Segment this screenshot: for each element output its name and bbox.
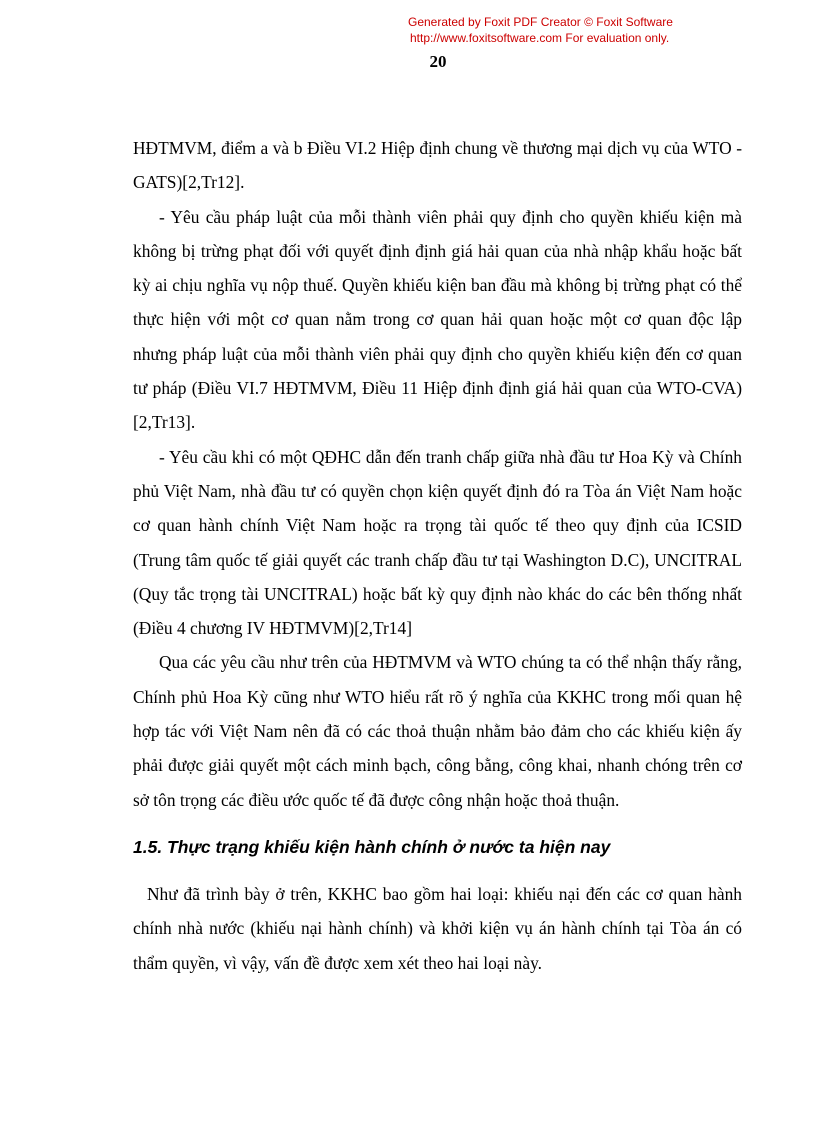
paragraph-continuation: HĐTMVM, điểm a và b Điều VI.2 Hiệp định chung về thương mại dịch vụ của WTO - GATS)[2,Tr12]. xyxy=(133,138,742,193)
paragraph-customs-valuation: - Yêu cầu pháp luật của mỗi thành viên phải quy định cho quyền khiếu kiện mà không bị trừng phạt đối với quyết định định giá hải quan của nhà nhập khẩu hoặc bất kỳ ai chịu nghĩa vụ nộp thuế. Quyền khiếu kiện ban đầu mà không bị trừng phạt có thể thực hiện với một cơ quan nằm trong cơ quan hải quan hoặc một cơ quan độc lập nhưng pháp luật của mỗi thành viên phải quy định cho quyền khiếu kiện đến cơ quan tư pháp (Điều VI.7 HĐTMVM, Điều 11 Hiệp định định giá hải quan của WTO-CVA)[2,Tr13]. xyxy=(133,206,742,433)
watermark-line-1: Generated by Foxit PDF Creator © Foxit Software xyxy=(408,15,673,29)
document-body xyxy=(133,131,742,980)
page-number: 20 xyxy=(429,52,447,71)
paragraph-conclusion: Qua các yêu cầu như trên của HĐTMVM và WTO chúng ta có thể nhận thấy rằng, Chính phủ Hoa Kỳ cũng như WTO hiểu rất rõ ý nghĩa của KKHC trong mối quan hệ hợp tác với Việt Nam nên đã có các thoả thuận nhằm bảo đảm cho các khiếu kiện ấy phải được giải quyết một cách minh bạch, công bằng, công khai, nhanh chóng trên cơ sở tôn trọng các điều ước quốc tế đã được công nhận hoặc thoả thuận. xyxy=(133,652,742,810)
section-heading: 1.5. Thực trạng khiếu kiện hành chính ở nước ta hiện nay xyxy=(133,836,611,857)
paragraph-investor-dispute: - Yêu cầu khi có một QĐHC dẫn đến tranh chấp giữa nhà đầu tư Hoa Kỳ và Chính phủ Việt Nam, nhà đầu tư có quyền chọn kiện quyết định đó ra Tòa án Việt Nam hoặc cơ quan hành chính Việt Nam hoặc ra trọng tài quốc tế theo quy định của ICSID (Trung tâm quốc tế giải quyết các tranh chấp đầu tư tại Washington D.C), UNCITRAL (Quy tắc trọng tài UNCITRAL) hoặc bất kỳ quy định nào khác do các bên thống nhất (Điều 4 chương IV HĐTMVM)[2,Tr14] xyxy=(133,446,742,639)
evaluation-watermark xyxy=(408,14,708,46)
watermark-line-2: http://www.foxitsoftware.com For evaluation only. xyxy=(410,31,670,45)
section-paragraph: Như đã trình bày ở trên, KKHC bao gồm hai loại: khiếu nại đến các cơ quan hành chính nhà nước (khiếu nại hành chính) và khởi kiện vụ án hành chính tại Tòa án có thẩm quyền, vì vậy, vấn đề được xem xét theo hai loại này. xyxy=(133,883,742,973)
